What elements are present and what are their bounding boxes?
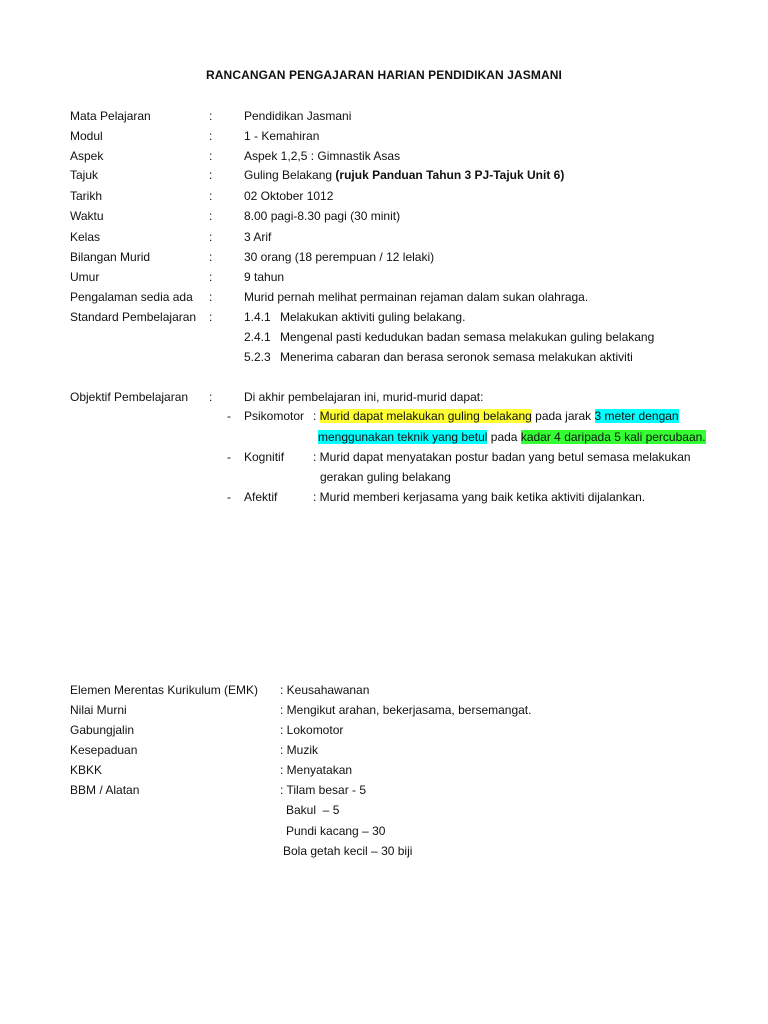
psikomotor-text-line2 <box>318 429 706 445</box>
row-colon: : <box>209 189 213 203</box>
psikomotor-connector: pada <box>487 430 521 444</box>
row-value: 3 Arif <box>244 230 272 244</box>
row-colon: : <box>209 250 213 264</box>
kognitif-text-line2: gerakan guling belakang <box>320 470 451 484</box>
row-label: Umur <box>70 270 100 284</box>
row-value: 8.00 pagi-8.30 pagi (30 minit) <box>244 209 401 223</box>
row-colon: : <box>209 270 213 284</box>
row-value: 02 Oktober 1012 <box>244 189 334 203</box>
row-label: Aspek <box>70 149 104 163</box>
row-value: 9 tahun <box>244 270 285 284</box>
row-value: : Lokomotor <box>280 723 344 737</box>
row-label: Standard Pembelajaran <box>70 310 197 324</box>
standard-text: Menerima cabaran dan berasa seronok semasa melakukan aktiviti <box>280 350 633 364</box>
row-value: Pendidikan Jasmani <box>244 109 352 123</box>
highlight-yellow: Murid dapat melakukan guling belakang <box>319 409 532 423</box>
afektif-text: : Murid memberi kerjasama yang baik ketika aktiviti dijalankan. <box>313 490 646 504</box>
row-value: : Mengikut arahan, bekerjasama, bersemangat. <box>280 703 532 717</box>
row-label: KBKK <box>70 763 103 777</box>
row-label: Pengalaman sedia ada <box>70 290 193 304</box>
psikomotor-text <box>313 408 679 424</box>
row-colon: : <box>209 230 213 244</box>
row-colon: : <box>209 129 213 143</box>
row-label: Gabungjalin <box>70 723 135 737</box>
highlight-cyan: menggunakan teknik yang betul <box>318 430 488 444</box>
row-label: Modul <box>70 129 103 143</box>
objektif-intro: Di akhir pembelajaran ini, murid-murid dapat: <box>244 390 484 404</box>
row-value: Aspek 1,2,5 : Gimnastik Asas <box>244 149 401 163</box>
row-label: Mata Pelajaran <box>70 109 151 123</box>
row-label: Tajuk <box>70 168 99 182</box>
row-label: Tarikh <box>70 189 103 203</box>
row-label: Waktu <box>70 209 104 223</box>
row-colon: : <box>209 149 213 163</box>
bullet-dash: - <box>227 409 231 423</box>
standard-item <box>244 329 654 345</box>
document-title: RANCANGAN PENGAJARAN HARIAN PENDIDIKAN JASMANI <box>206 68 562 82</box>
row-label: Bilangan Murid <box>70 250 151 264</box>
row-label: Kelas <box>70 230 101 244</box>
row-value: 1 - Kemahiran <box>244 129 320 143</box>
bullet-dash: - <box>227 490 231 504</box>
standard-number: 1.4.1 <box>244 310 271 324</box>
standard-number: 2.4.1 <box>244 330 271 344</box>
standard-number: 5.2.3 <box>244 350 271 364</box>
kognitif-label: Kognitif <box>244 450 285 464</box>
row-value: 30 orang (18 perempuan / 12 lelaki) <box>244 250 435 264</box>
row-value <box>244 167 564 183</box>
row-colon: : <box>209 310 213 324</box>
psikomotor-label: Psikomotor <box>244 409 305 423</box>
row-colon: : <box>209 290 213 304</box>
row-colon: : <box>209 109 213 123</box>
row-label: BBM / Alatan <box>70 783 140 797</box>
standard-item <box>244 309 465 325</box>
bbm-item: : Tilam besar - 5 <box>280 783 367 797</box>
bbm-item: Bola getah kecil – 30 biji <box>283 844 413 858</box>
afektif-label: Afektif <box>244 490 278 504</box>
row-label: Kesepaduan <box>70 743 138 757</box>
highlight-cyan: 3 meter dengan <box>594 409 679 423</box>
bullet-dash: - <box>227 450 231 464</box>
row-value: : Menyatakan <box>280 763 353 777</box>
row-colon: : <box>209 390 213 404</box>
tajuk-reference: (rujuk Panduan Tahun 3 PJ-Tajuk Unit 6) <box>335 168 565 182</box>
standard-text: Melakukan aktiviti guling belakang. <box>280 310 466 324</box>
standard-item <box>244 349 633 365</box>
row-value: Murid pernah melihat permainan rejaman dalam sukan olahraga. <box>244 290 589 304</box>
tajuk-text: Guling Belakang <box>244 168 336 182</box>
row-value: : Muzik <box>280 743 319 757</box>
bbm-item: Pundi kacang – 30 <box>286 824 386 838</box>
row-value: : Keusahawanan <box>280 683 370 697</box>
bbm-item: Bakul – 5 <box>286 803 340 817</box>
standard-text: Mengenal pasti kedudukan badan semasa melakukan guling belakang <box>280 330 655 344</box>
row-colon: : <box>209 209 213 223</box>
psikomotor-connector: pada jarak <box>531 409 595 423</box>
colon-prefix: : <box>313 409 320 423</box>
row-label: Elemen Merentas Kurikulum (EMK) <box>70 683 259 697</box>
kognitif-text: : Murid dapat menyatakan postur badan yang betul semasa melakukan <box>313 450 691 464</box>
highlight-green: kadar 4 daripada 5 kali percubaan. <box>520 430 706 444</box>
row-label: Nilai Murni <box>70 703 127 717</box>
row-colon: : <box>209 168 213 182</box>
objektif-label: Objektif Pembelajaran <box>70 390 189 404</box>
